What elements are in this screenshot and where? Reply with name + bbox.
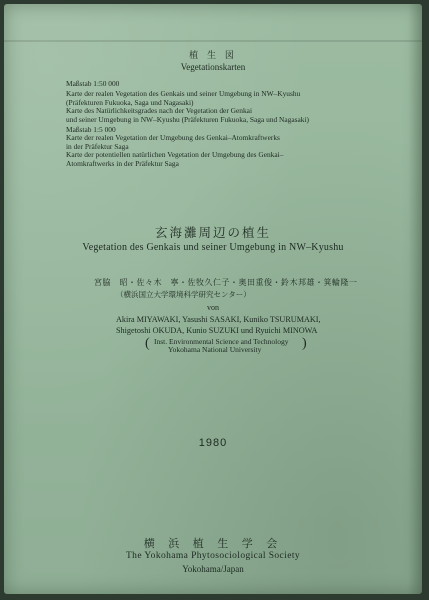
- publisher-location: Yokohama/Japan: [182, 564, 244, 574]
- map-line: Karte des Natürlichkeitsgrades nach der Vegetation der Genkai: [66, 106, 252, 116]
- title-de: Vegetation des Genkais und seiner Umgebung in NW–Kyushu: [82, 242, 344, 253]
- header-de: Vegetationskarten: [180, 62, 246, 72]
- affiliation-line: Yokohama National University: [168, 345, 262, 354]
- map-line: Karte der realen Vegetation des Genkais und seiner Umgebung in NW–Kyushu: [66, 89, 301, 99]
- authors-de: [116, 314, 376, 336]
- right-edge-shadow: [408, 4, 422, 594]
- publisher-jp: 横 浜 植 生 学 会: [143, 537, 283, 550]
- map-line: in der Präfektur Saga: [66, 141, 129, 151]
- affiliation-jp: （横浜国立大学環境科学研究センター）: [116, 290, 251, 299]
- map-line: Karte der realen Vegetation der Umgebung des Genkai–Atomkraftwerks: [66, 133, 280, 143]
- authors-jp: 宮脇 昭・佐々木 寧・佐牧久仁子・奥田重俊・鈴木邦雄・箕輪隆一: [94, 278, 358, 287]
- publisher-de: The Yokohama Phytosociological Society: [125, 551, 301, 561]
- title-jp: 玄海灘周辺の植生: [154, 225, 271, 240]
- affiliation-line: Inst. Environmental Science and Technology: [154, 337, 289, 346]
- map-list: [66, 80, 396, 168]
- map-line: Maßstab 1:50 000: [66, 79, 120, 88]
- von-label: von: [207, 303, 219, 312]
- map-line: (Präfekturen Fukuoka, Saga und Nagasaki): [66, 97, 194, 107]
- map-line: Maßstab 1:5 000: [66, 125, 116, 135]
- map-line: und seiner Umgebung in NW–Kyushu (Präfekturen Fukuoka, Saga und Nagasaki): [66, 114, 310, 124]
- author-line: Akira MIYAWAKI, Yasushi SASAKI, Kuniko TSURUMAKI,: [116, 315, 321, 324]
- publication-year: 1980: [198, 437, 228, 449]
- left-paren-glyph: (: [145, 336, 150, 351]
- right-paren-glyph: ): [302, 336, 307, 351]
- map-line: Karte der potentiellen natürlichen Vegetation der Umgebung des Genkai–: [66, 150, 284, 160]
- map-line: Atomkraftwerks in der Präfektur Saga: [66, 158, 179, 168]
- author-line: Shigetoshi OKUDA, Kunio SUZUKI und Ryuichi MINOWA: [116, 326, 318, 335]
- header-jp: 植 生 図: [189, 51, 237, 61]
- fold-crease: [4, 40, 422, 42]
- book-cover: [4, 4, 422, 594]
- affiliation-de: [154, 338, 289, 354]
